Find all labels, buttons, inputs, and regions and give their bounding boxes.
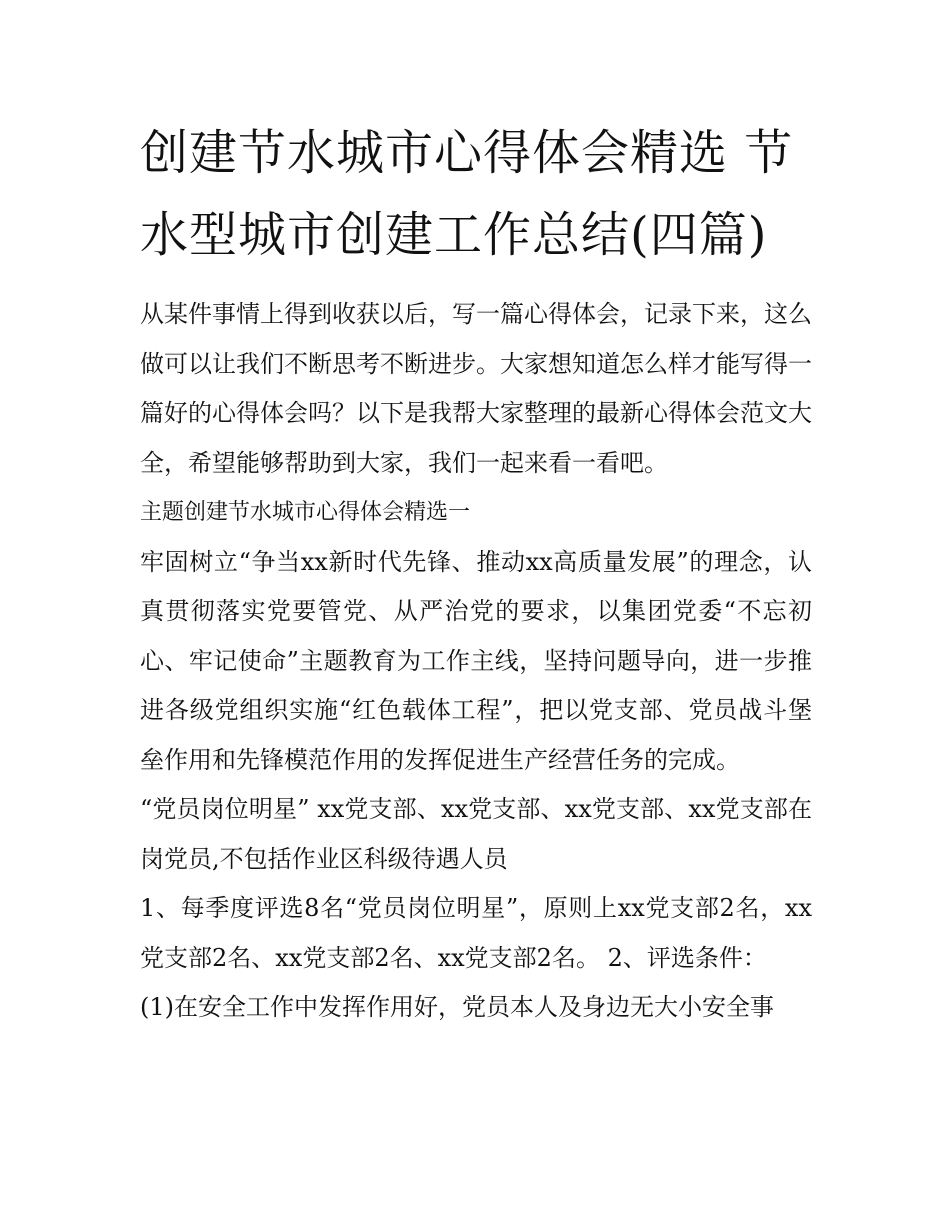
document-title: 创建节水城市心得体会精选 节水型城市创建工作总结(四篇) <box>140 125 794 263</box>
body-paragraph-3: 1、每季度评选8名“党员岗位明星”，原则上xx党支部2名，xx党支部2名、xx党支部2名、xx党支部2名。 2、评选条件： <box>140 894 812 972</box>
body-paragraph-1: 牢固树立“争当xx新时代先锋、推动xx高质量发展”的理念，认真贯彻落实党要管党、从严治党的要求，以集团党委“不忘初心、牢记使命”主题教育为工作主线，坚持问题导向，进一步推进各级党组织实施“红色载体工程”，把以党支部、党员战斗堡垒作用和先锋模范作用的发挥促进生产经营任务的完成。 <box>140 547 812 774</box>
body-paragraph-2: “党员岗位明星” xx党支部、xx党支部、xx党支部、xx党支部在岗党员,不包括作业区科级待遇人员 <box>140 795 812 873</box>
body-paragraph-4: (1)在安全工作中发挥作用好，党员本人及身边无大小安全事 <box>140 993 774 1021</box>
intro-paragraph: 从某件事情上得到收获以后，写一篇心得体会，记录下来，这么做可以让我们不断思考不断进步。大家想知道怎么样才能写得一篇好的心得体会吗？以下是我帮大家整理的最新心得体会范文大全，希望能够帮助到大家，我们一起来看一看吧。 <box>140 300 812 477</box>
document-page <box>140 112 812 1033</box>
section-heading: 主题创建节水城市心得体会精选一 <box>140 500 471 525</box>
